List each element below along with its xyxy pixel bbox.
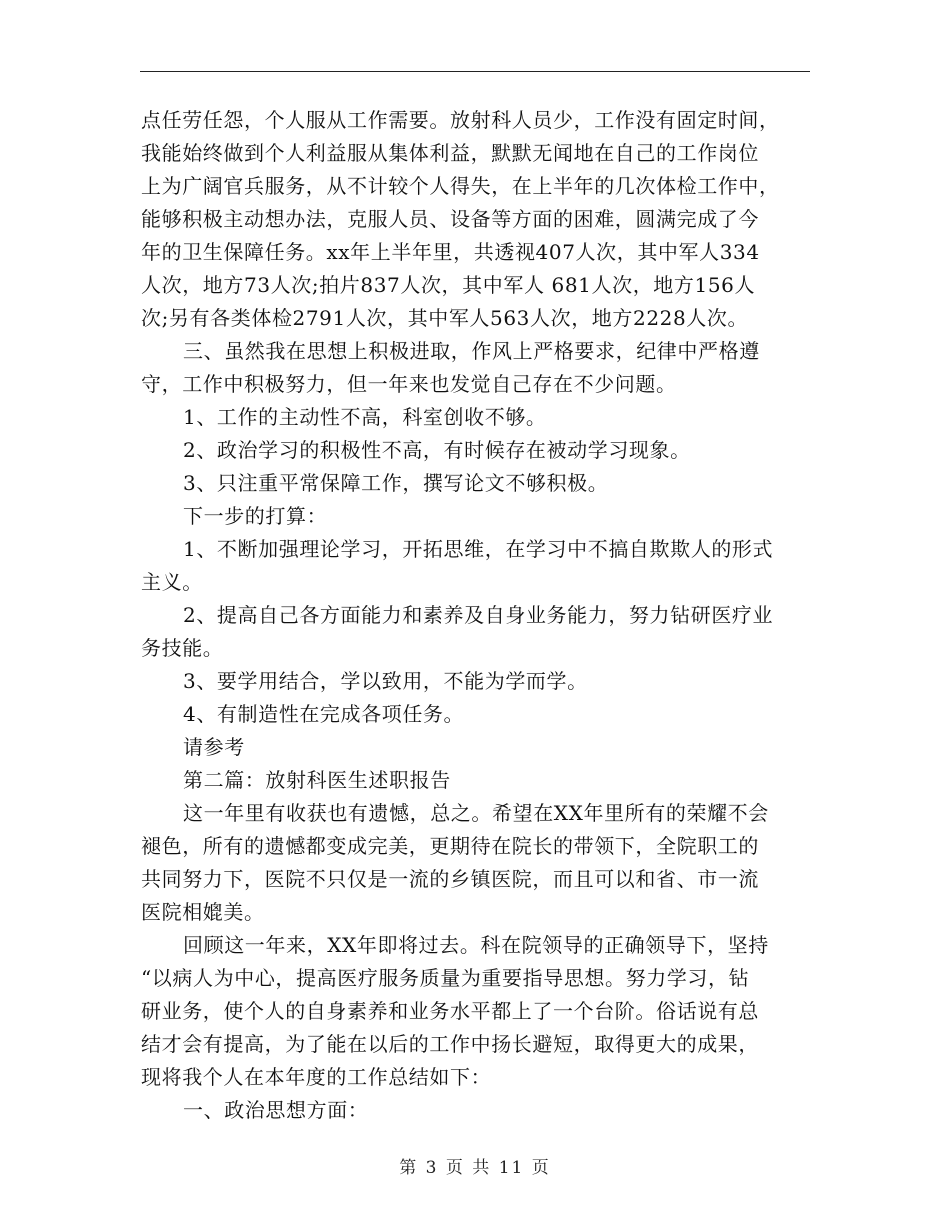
text-line: 2、提高自己各方面能力和素养及自身业务能力，努力钻研医疗业 bbox=[183, 603, 774, 627]
text-line: 这一年里有收获也有遗憾，总之。希望在XX年里所有的荣耀不会 bbox=[183, 801, 769, 825]
text-line: 三、虽然我在思想上积极进取，作风上严格要求，纪律中严格遵 bbox=[183, 339, 760, 363]
header-rule bbox=[140, 71, 810, 72]
text-line: 守，工作中积极努力，但一年来也发觉自己存在不少问题。 bbox=[141, 372, 677, 396]
text-line: 4、有制造性在完成各项任务。 bbox=[183, 702, 465, 726]
text-line: 1、不断加强理论学习，开拓思维，在学习中不搞自欺欺人的形式 bbox=[183, 537, 774, 561]
text-line: 结才会有提高，为了能在以后的工作中扬长避短，取得更大的成果， bbox=[141, 1032, 759, 1056]
text-line: 我能始终做到个人利益服从集体利益，默默无闻地在自己的工作岗位 bbox=[141, 141, 759, 165]
text-line: 上为广阔官兵服务，从不计较个人得失，在上半年的几次体检工作中， bbox=[141, 174, 780, 198]
text-line: 主义。 bbox=[141, 570, 203, 594]
text-line: 现将我个人在本年度的工作总结如下： bbox=[141, 1065, 492, 1089]
text-line: 下一步的打算： bbox=[183, 504, 328, 528]
text-line: “以病人为中心，提高医疗服务质量为重要指导思想。努力学习，钻 bbox=[141, 966, 750, 990]
text-line: 医院相媲美。 bbox=[141, 900, 265, 924]
text-line: 研业务，使个人的自身素养和业务水平都上了一个台阶。俗话说有总 bbox=[141, 999, 759, 1023]
text-line: 务技能。 bbox=[141, 636, 224, 660]
text-line: 回顾这一年来，XX年即将过去。科在院领导的正确领导下，坚持 bbox=[183, 933, 769, 957]
text-line: 3、只注重平常保障工作，撰写论文不够积极。 bbox=[183, 471, 609, 495]
page-number-footer: 第 3 页 共 11 页 bbox=[399, 1158, 551, 1178]
text-line: 3、要学用结合，学以致用，不能为学而学。 bbox=[183, 669, 588, 693]
text-line: 褪色，所有的遗憾都变成完美，更期待在院长的带领下，全院职工的 bbox=[141, 834, 759, 858]
text-line: 能够积极主动想办法，克服人员、设备等方面的困难，圆满完成了今 bbox=[141, 207, 759, 231]
text-line: 共同努力下，医院不只仅是一流的乡镇医院，而且可以和省、市一流 bbox=[141, 867, 759, 891]
text-line: 1、工作的主动性不高，科室创收不够。 bbox=[183, 405, 547, 429]
document-body bbox=[141, 104, 813, 1127]
section-heading: 第二篇：放射科医生述职报告 bbox=[183, 768, 451, 792]
text-line: 2、政治学习的积极性不高，有时候存在被动学习现象。 bbox=[183, 438, 691, 462]
text-line: 次;另有各类体检2791人次，其中军人563人次，地方2228人次。 bbox=[141, 306, 749, 330]
text-line: 人次，地方73人次;拍片837人次，其中军人 681人次，地方156人 bbox=[141, 273, 756, 297]
text-line: 请参考 bbox=[183, 735, 245, 759]
text-line: 一、政治思想方面： bbox=[183, 1098, 369, 1122]
text-line: 年的卫生保障任务。xx年上半年里，共透视407人次，其中军人334 bbox=[141, 240, 760, 264]
text-line: 点任劳任怨，个人服从工作需要。放射科人员少，工作没有固定时间， bbox=[141, 108, 780, 132]
